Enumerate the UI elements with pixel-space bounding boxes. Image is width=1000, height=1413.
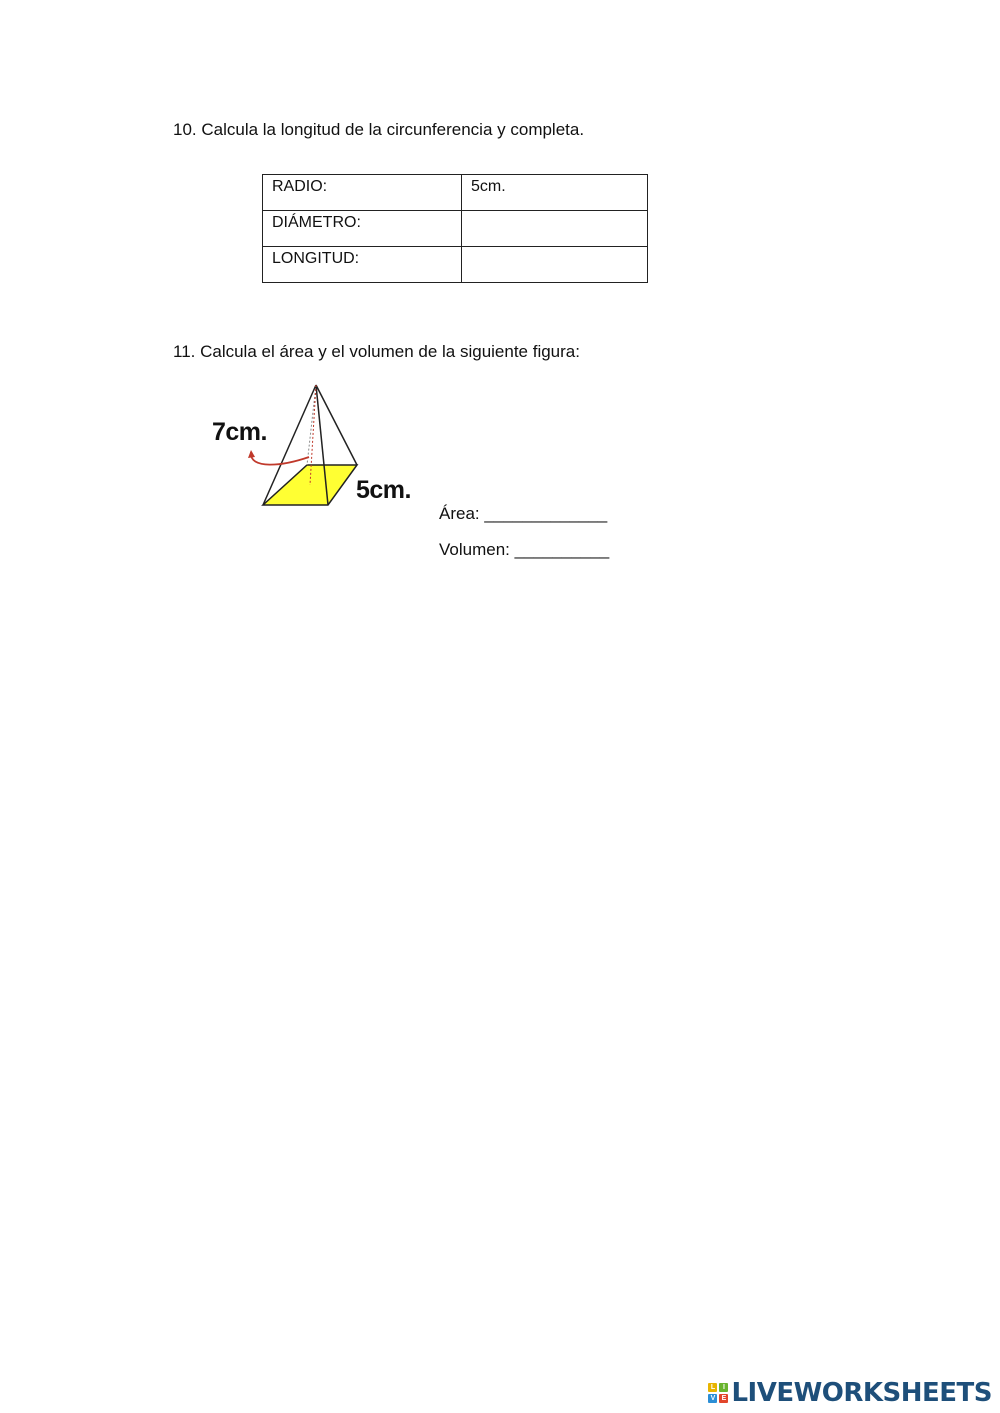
volume-answer-line[interactable]: Volumen: __________ (439, 540, 610, 559)
table-label-radio: RADIO: (263, 175, 462, 211)
question-11: 11. Calcula el área y el volumen de la siguiente figura: (173, 342, 580, 361)
logo-tiles (708, 1383, 728, 1403)
table-row (263, 175, 648, 211)
base-label: 5cm. (356, 476, 411, 504)
logo-tile: I (719, 1383, 728, 1392)
table-value-radio[interactable]: 5cm. (462, 175, 648, 211)
logo-text: LIVEWORKSHEETS (731, 1378, 992, 1408)
table-label-diameter: DIÁMETRO: (263, 211, 462, 247)
table-answer-diameter[interactable] (462, 211, 648, 247)
table-label-length: LONGITUD: (263, 247, 462, 283)
table-row (263, 211, 648, 247)
table-row (263, 247, 648, 283)
logo-tile: L (708, 1383, 717, 1392)
height-arrow (251, 452, 309, 465)
area-answer-line[interactable]: Área: _____________ (439, 504, 608, 523)
logo-tile: E (719, 1394, 728, 1403)
liveworksheets-logo (708, 1378, 992, 1408)
table-answer-length[interactable] (462, 247, 648, 283)
height-label: 7cm. (212, 418, 267, 446)
question-10: 10. Calcula la longitud de la circunferencia y completa. (173, 120, 585, 139)
logo-tile: V (708, 1394, 717, 1403)
circumference-table (262, 174, 648, 283)
